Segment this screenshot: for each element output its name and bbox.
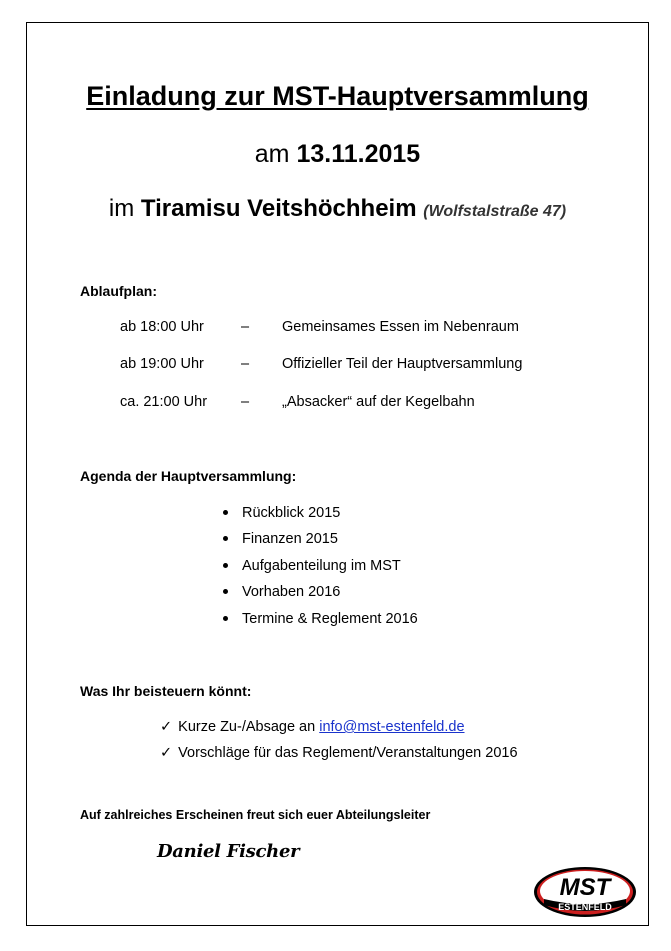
schedule-dash: – [241,394,250,410]
closing-text: Auf zahlreiches Erscheinen freut sich euer Abteilungsleiter [80,808,431,822]
agenda-item [223,531,338,547]
bullet-icon [223,616,228,621]
agenda-item [223,505,340,521]
agenda-item-text: Vorhaben 2016 [242,584,341,600]
date-prefix: am [254,140,290,168]
schedule-dash: – [241,356,250,372]
bullet-icon [223,536,228,541]
mst-logo [532,865,638,919]
bullet-icon [223,589,228,594]
contribute-heading: Was Ihr beisteuern könnt: [80,683,252,699]
agenda-item-text: Termine & Reglement 2016 [242,611,418,627]
logo-top-text: MST [559,874,611,901]
event-date [27,140,648,169]
event-venue [27,195,648,223]
schedule-time: ab 19:00 Uhr [120,356,204,372]
schedule-text: Offizieller Teil der Hauptversammlung [282,356,523,372]
venue-prefix: im [108,195,135,222]
agenda-item [223,558,401,574]
agenda-item-text: Aufgabenteilung im MST [242,558,401,574]
logo-bottom-text: ESTENFELD [558,902,612,912]
date-value: 13.11.2015 [296,140,421,168]
schedule-time: ca. 21:00 Uhr [120,394,208,410]
page-title: Einladung zur MST-Hauptversammlung [86,81,589,111]
bullet-icon [223,510,228,515]
schedule-heading: Ablaufplan: [80,283,157,299]
schedule-text: Gemeinsames Essen im Nebenraum [282,319,519,335]
document-page [26,22,649,926]
venue-name: Tiramisu Veitshöchheim [140,195,417,222]
signature: Daniel Fischer [157,841,300,862]
agenda-item-text: Rückblick 2015 [242,505,341,521]
checkmark-icon: ✓ [160,719,173,735]
schedule-text: „Absacker“ auf der Kegelbahn [282,394,475,410]
agenda-item [223,584,340,600]
checkmark-icon: ✓ [160,745,173,761]
agenda-item [223,611,418,627]
contribute-item [160,745,518,761]
schedule-time: ab 18:00 Uhr [120,319,204,335]
agenda-heading: Agenda der Hauptversammlung: [80,468,297,484]
contribute-item-text: Kurze Zu-/Absage an [178,719,320,735]
venue-address: (Wolfstalstraße 47) [423,203,567,220]
email-link[interactable]: info@mst-estenfeld.de [319,719,465,735]
schedule-dash: – [241,319,250,335]
contribute-item-text: Vorschläge für das Reglement/Veranstaltungen 2016 [178,745,518,761]
bullet-icon [223,563,228,568]
agenda-item-text: Finanzen 2015 [242,531,338,547]
contribute-item [160,719,465,735]
